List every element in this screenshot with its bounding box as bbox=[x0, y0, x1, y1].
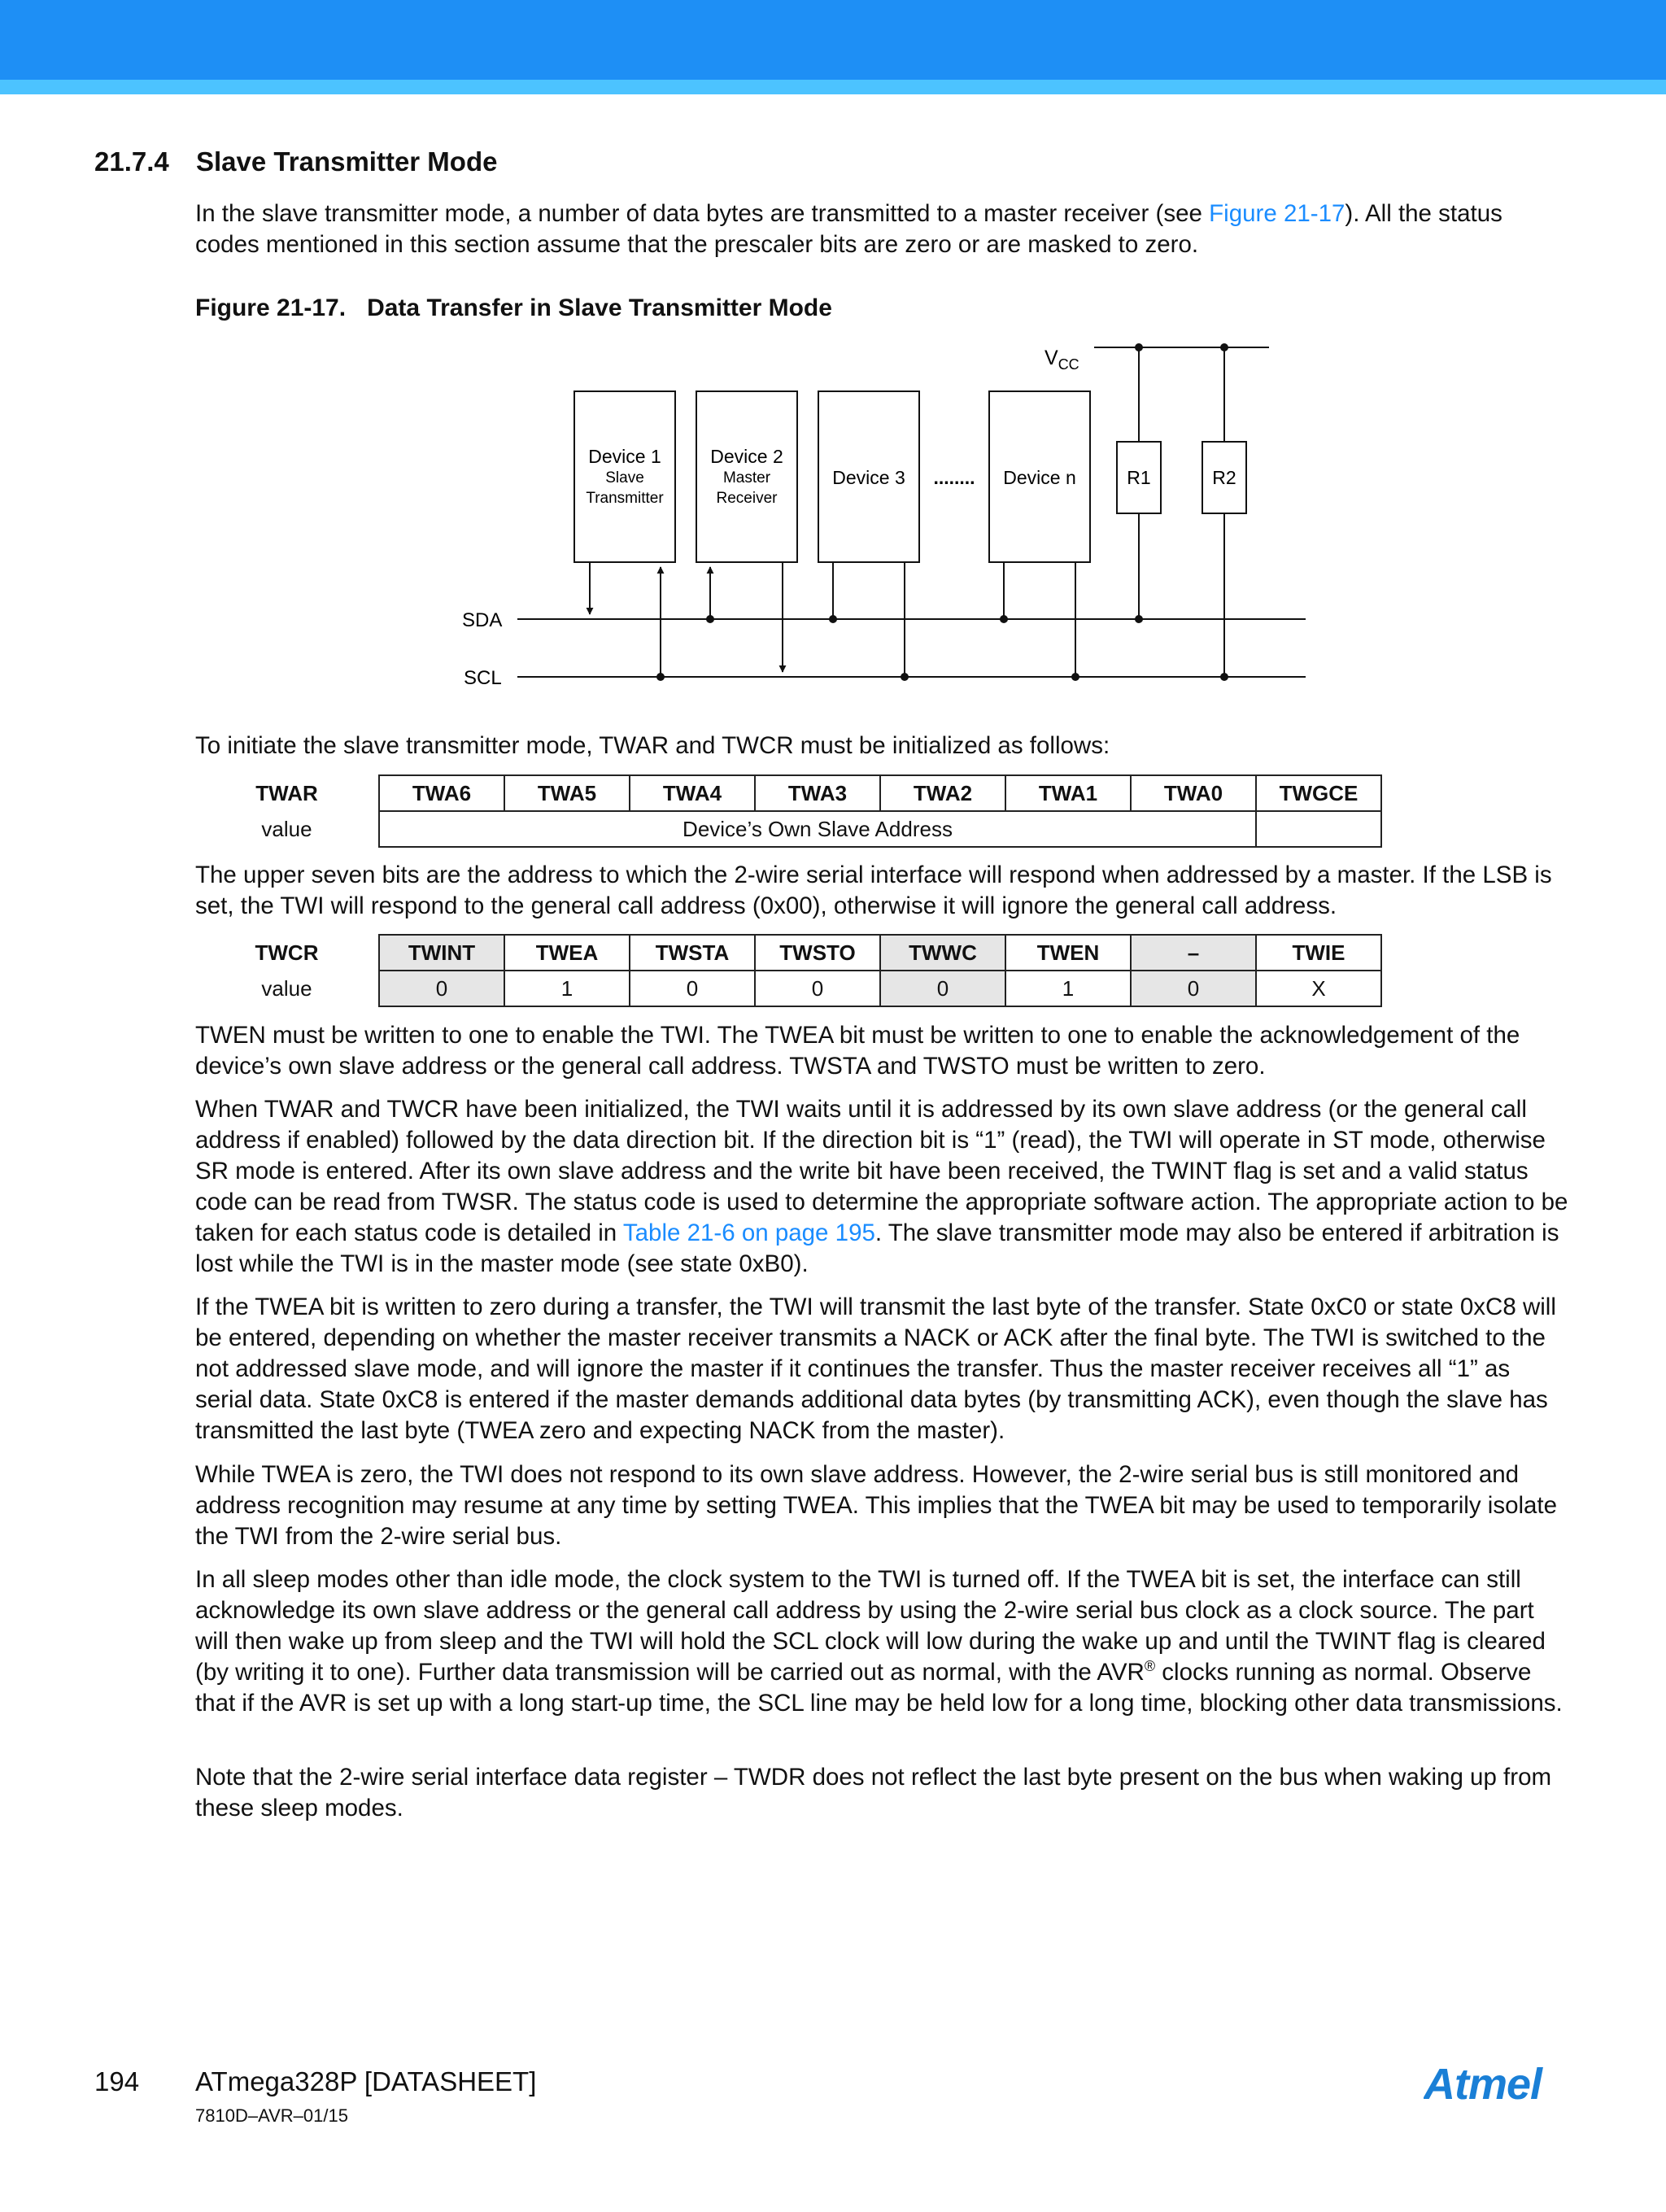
twar-gce-value bbox=[1256, 811, 1381, 847]
twcr-value-0: X bbox=[1256, 971, 1381, 1006]
figure-title: Data Transfer in Slave Transmitter Mode bbox=[367, 294, 832, 321]
svg-text:Atmel: Atmel bbox=[1424, 2060, 1542, 2109]
vcc-label: $V_{CC}$ bbox=[1045, 347, 1079, 373]
device-2-role2: Receiver bbox=[716, 490, 778, 507]
p5-text: In all sleep modes other than idle mode, the clock system to the TWI is turned off. If the TWEA bit is set, the interface can still acknowledge its own slave address or the general call address by using the 2-wire serial bus clock as a clock source. The part will then wake up from sleep and the TWI will hold the SCL clock will low during the wake up and until the TWINT flag is cleared (by writing it to one). Further data transmission will be carried out as normal, with the AVR bbox=[195, 1566, 1546, 1686]
twar-bit-7: TWA6 bbox=[379, 775, 504, 811]
figure-link[interactable]: Figure 21-17 bbox=[1209, 200, 1345, 227]
ellipsis-dots: ........ bbox=[933, 467, 975, 488]
twar-bits-row bbox=[195, 775, 1381, 811]
twdr-note-paragraph: Note that the 2-wire serial interface data register – TWDR does not reflect the last byte present on the bus when waking up from these sleep modes. bbox=[195, 1764, 1552, 1822]
twar-bit-6: TWA5 bbox=[504, 775, 630, 811]
twar-bit-2: TWA1 bbox=[1005, 775, 1131, 811]
twar-register-table bbox=[195, 774, 1382, 848]
twar-bit-0: TWGCE bbox=[1256, 775, 1381, 811]
registered-mark: ® bbox=[1144, 1658, 1156, 1675]
atmel-logo bbox=[1424, 2060, 1578, 2110]
twcr-value-7: 0 bbox=[379, 971, 504, 1006]
twcr-value-label: value bbox=[261, 975, 312, 1001]
footer-doc-number: 7810D–AVR–01/15 bbox=[195, 2105, 348, 2126]
twen-paragraph: TWEN must be written to one to enable the TWI. The TWEA bit must be written to one to enable the acknowledgement of the device’s own slave address or the general call address. TWSTA and TWSTO must be written to zero. bbox=[195, 1022, 1520, 1080]
twcr-bit-0: TWIE bbox=[1256, 935, 1381, 971]
p2-text-end: . The slave transmitter mode may also be entered if arbitration is lost while the TWI is in the master mode (see state 0xB0). bbox=[195, 1219, 1559, 1277]
sda-label: SDA bbox=[462, 609, 503, 631]
section-title: Slave Transmitter Mode bbox=[196, 146, 498, 177]
twea-zero-paragraph: If the TWEA bit is written to zero during a transfer, the TWI will transmit the last byte of the transfer. State 0xC0 or state 0xC8 will be entered, depending on whether the master receiver transmits a NACK or ACK after the final byte. The TWI is switched to the not addressed slave mode, and will ignore the master if it continues the transfer. Thus the master receiver receives all “1” as serial data. State 0xC8 is entered if the master demands additional data bytes (by transmitting ACK), even though the slave has transmitted the last byte (TWEA zero and expecting NACK from the master). bbox=[195, 1294, 1556, 1444]
device-1-role2: Transmitter bbox=[586, 490, 664, 507]
r2-label: R2 bbox=[1212, 467, 1236, 488]
device-2-name: Device 2 bbox=[710, 446, 783, 467]
twcr-bit-6: TWEA bbox=[504, 935, 630, 971]
intro-paragraph bbox=[195, 199, 1568, 260]
sleep-modes-paragraph bbox=[195, 1564, 1568, 1719]
twar-value-row bbox=[195, 811, 1381, 847]
footer-doc-title: ATmega328P [DATASHEET] bbox=[195, 2066, 537, 2096]
page-number: 194 bbox=[94, 2066, 140, 2096]
twcr-bits-row bbox=[195, 935, 1381, 971]
twcr-value-3: 0 bbox=[880, 971, 1005, 1006]
scl-label: SCL bbox=[464, 667, 502, 689]
figure-caption bbox=[195, 294, 832, 322]
p2-text: When TWAR and TWCR have been initialized, the TWI waits until it is addressed by its own slave address (or the general call address if enabled) followed by the data direction bit. If the direction bit is “1” (read), the TWI will operate in ST mode, otherwise SR mode is entered. After its own slave address and the write bit have been received, the TWINT flag is set and a valid status code can be read from TWSR. The status code is used to determine the appropriate software action. The appropriate action to be taken for each status code is detailed in bbox=[195, 1096, 1568, 1246]
intro-text: In the slave transmitter mode, a number of data bytes are transmitted to a master receiver (see bbox=[195, 200, 1210, 227]
twar-bit-5: TWA4 bbox=[630, 775, 755, 811]
device-2-role: Master bbox=[722, 469, 771, 486]
twcr-bit-4: TWSTO bbox=[755, 935, 880, 971]
twar-bit-3: TWA2 bbox=[880, 775, 1005, 811]
twcr-bit-5: TWSTA bbox=[630, 935, 755, 971]
twcr-bit-2: TWEN bbox=[1005, 935, 1131, 971]
device-1-name: Device 1 bbox=[588, 446, 661, 467]
p5-text-end: clocks running as normal. Observe that if the AVR is set up with a long start-up time, the SCL line may be held low for a long time, blocking other data transmissions. bbox=[195, 1659, 1563, 1717]
section-number: 21.7.4 bbox=[94, 146, 169, 177]
init-paragraph: To initiate the slave transmitter mode, TWAR and TWCR must be initialized as follows: bbox=[195, 732, 1110, 759]
header-bar bbox=[0, 0, 1666, 80]
twar-address-value: Device’s Own Slave Address bbox=[379, 811, 1256, 847]
twcr-value-row bbox=[195, 971, 1381, 1006]
twi-bus-diagram bbox=[0, 325, 1666, 700]
twea-monitor-paragraph: While TWEA is zero, the TWI does not respond to its own slave address. However, the 2-wire serial bus is still monitored and address recognition may resume at any time by setting TWEA. This implies that the TWEA bit may be used to temporarily isolate the TWI from the 2-wire serial bus. bbox=[195, 1461, 1558, 1550]
initialization-paragraph bbox=[195, 1094, 1568, 1280]
figure-number: Figure 21-17. bbox=[195, 294, 347, 321]
section-heading bbox=[94, 146, 497, 177]
twar-bit-1: TWA0 bbox=[1131, 775, 1256, 811]
intro-text-end: ). All the status codes mentioned in this section assume that the prescaler bits are zero or are masked to zero. bbox=[195, 200, 1502, 258]
twar-bit-4: TWA3 bbox=[755, 775, 880, 811]
twcr-register-table bbox=[195, 934, 1382, 1007]
twcr-bit-7: TWINT bbox=[379, 935, 504, 971]
header-accent-bar bbox=[0, 80, 1666, 94]
twcr-bit-3: TWWC bbox=[880, 935, 1005, 971]
twcr-value-6: 1 bbox=[504, 971, 630, 1006]
twcr-value-1: 0 bbox=[1131, 971, 1256, 1006]
twcr-label: TWCR bbox=[255, 940, 319, 965]
twcr-bit-1: – bbox=[1131, 935, 1256, 971]
twar-value-label: value bbox=[261, 816, 312, 841]
device-3-name: Device 3 bbox=[832, 467, 905, 488]
twcr-value-5: 0 bbox=[630, 971, 755, 1006]
twar-paragraph: The upper seven bits are the address to which the 2-wire serial interface will respond when addressed by a master. If the LSB is set, the TWI will respond to the general call address (0x00), otherwise it will ignore the general call address. bbox=[195, 862, 1552, 919]
table-link[interactable]: Table 21-6 on page 195 bbox=[622, 1219, 875, 1246]
r1-label: R1 bbox=[1127, 467, 1151, 488]
twcr-value-2: 1 bbox=[1005, 971, 1131, 1006]
device-1-role: Slave bbox=[605, 469, 644, 486]
twcr-value-4: 0 bbox=[755, 971, 880, 1006]
device-n-name: Device n bbox=[1003, 467, 1076, 488]
twar-label: TWAR bbox=[255, 780, 318, 805]
